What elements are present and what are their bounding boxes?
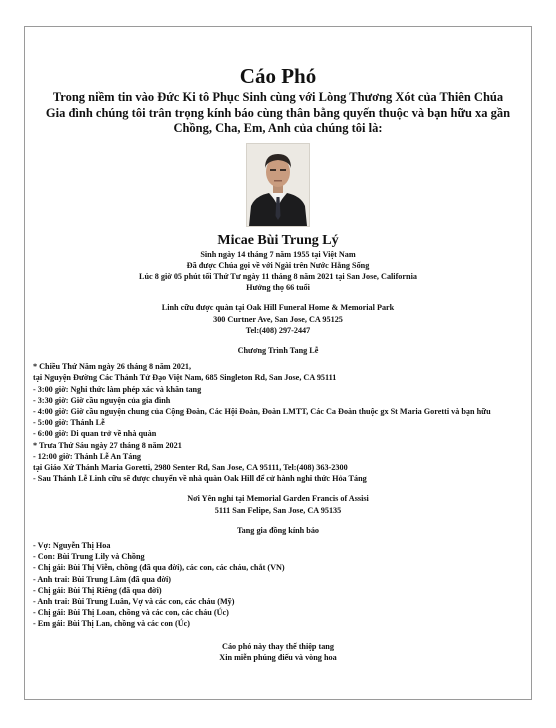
resting-place-line: 5111 San Felipe, San Jose, CA 95135 (214, 505, 342, 515)
program-line: * Trưa Thứ Sáu ngày 27 tháng 8 năm 2021 (33, 440, 182, 450)
program-line: - 3:00 giờ: Nghi thức làm phép xác và khăn tang (33, 384, 202, 394)
mourner-line: - Chị gái: Bùi Thị Viễn, chồng (đã qua đời), các con, các cháu, chắt (VN) (33, 563, 285, 573)
program-line: - 3:30 giờ: Giờ cầu nguyện của gia đình (33, 395, 171, 405)
program-line: - 5:00 giờ: Thánh Lễ (33, 418, 105, 428)
program-line: - 6:00 giờ: Di quan trở về nhà quàn (33, 429, 157, 439)
detail-line: Đã được Chúa gọi về với Ngài trên Nước Hằng Sống (186, 260, 370, 270)
detail-line: Hưởng thọ 66 tuổi (246, 283, 310, 293)
mourner-line: - Vợ: Nguyễn Thị Hoa (33, 540, 111, 550)
detail-line: Sinh ngày 14 tháng 7 năm 1955 tại Việt Nam (200, 249, 356, 259)
program-line: tại Giáo Xứ Thánh Maria Goretti, 2980 Senter Rd, San Jose, CA 95111, Tel:(408) 363-2300 (33, 462, 348, 472)
program-line: tại Nguyện Đường Các Thánh Tử Đạo Việt Nam, 685 Singleton Rd, San Jose, CA 95111 (33, 373, 337, 383)
obituary-page (24, 26, 532, 700)
program-list (33, 361, 523, 484)
mourner-line: - Con: Bùi Trung Lily và Chồng (33, 552, 145, 562)
obituary-content (33, 65, 523, 663)
program-line: - 12:00 giờ: Thánh Lễ An Táng (33, 451, 141, 461)
resting-place-line: Nơi Yên nghỉ tại Memorial Garden Francis of Assisi (187, 494, 369, 504)
deceased-name: Micae Bùi Trung Lý (217, 232, 339, 248)
program-title: Chương Trình Tang Lễ (237, 345, 319, 355)
funeral-home-line: Linh cữu được quàn tại Oak Hill Funeral Home & Memorial Park (161, 303, 395, 313)
page-title: Cáo Phó (239, 64, 317, 88)
program-line: - Sau Thánh Lễ Linh cữu sẽ được chuyển về nhà quàn Oak Hill để cử hành nghi thức Hỏa Táng (33, 474, 367, 484)
mourners-list (33, 540, 523, 630)
intro-line: Gia đình chúng tôi trân trọng kính báo cùng thân bằng quyến thuộc và bạn hữu xa gần (45, 105, 511, 120)
funeral-home-line: 300 Curtner Ave, San Jose, CA 95125 (213, 314, 343, 324)
closing-note (33, 641, 523, 663)
mourner-line: - Anh trai: Bùi Trung Lâm (đã qua đời) (33, 574, 171, 584)
program-line: - 4:00 giờ: Giờ cầu nguyện chung của Cộng Đoàn, Các Hội Đoàn, Đoàn LMTT, Các Ca Đoàn thuộc gx St Maria Goretti và bạn hữu (33, 406, 491, 416)
deceased-details (33, 249, 523, 294)
detail-line: Lúc 8 giờ 05 phút tối Thứ Tư ngày 11 tháng 8 năm 2021 tại San Jose, California (139, 271, 417, 281)
mourner-line: - Anh trai: Bùi Trung Luân, Vợ và các con, các cháu (Mỹ) (33, 596, 235, 606)
funeral-home-info (33, 302, 523, 336)
resting-place-info (33, 493, 523, 515)
mourner-line: - Em gái: Bùi Thị Lan, chồng và các con (Úc) (33, 619, 191, 629)
intro-line: Chồng, Cha, Em, Anh của chúng tôi là: (173, 121, 383, 135)
funeral-home-line: Tel:(408) 297-2447 (245, 325, 311, 335)
closing-line: Cáo phó này thay thế thiệp tang (222, 641, 334, 651)
program-line: * Chiều Thứ Năm ngày 26 tháng 8 năm 2021, (33, 362, 192, 372)
closing-line: Xin miễn phúng điếu và vòng hoa (219, 652, 337, 662)
intro-text (33, 90, 523, 137)
portrait-illustration (247, 144, 309, 226)
mourners-title: Tang gia đồng kính báo (236, 525, 320, 535)
portrait-photo (246, 143, 310, 227)
mourner-line: - Chị gái: Bùi Thị Loan, chồng và các con, các cháu (Úc) (33, 608, 229, 618)
mourner-line: - Chị gái: Bùi Thị Riêng (đã qua đời) (33, 585, 162, 595)
intro-line: Trong niềm tin vào Đức Ki tô Phục Sinh cùng với Lòng Thương Xót của Thiên Chúa (52, 90, 504, 104)
